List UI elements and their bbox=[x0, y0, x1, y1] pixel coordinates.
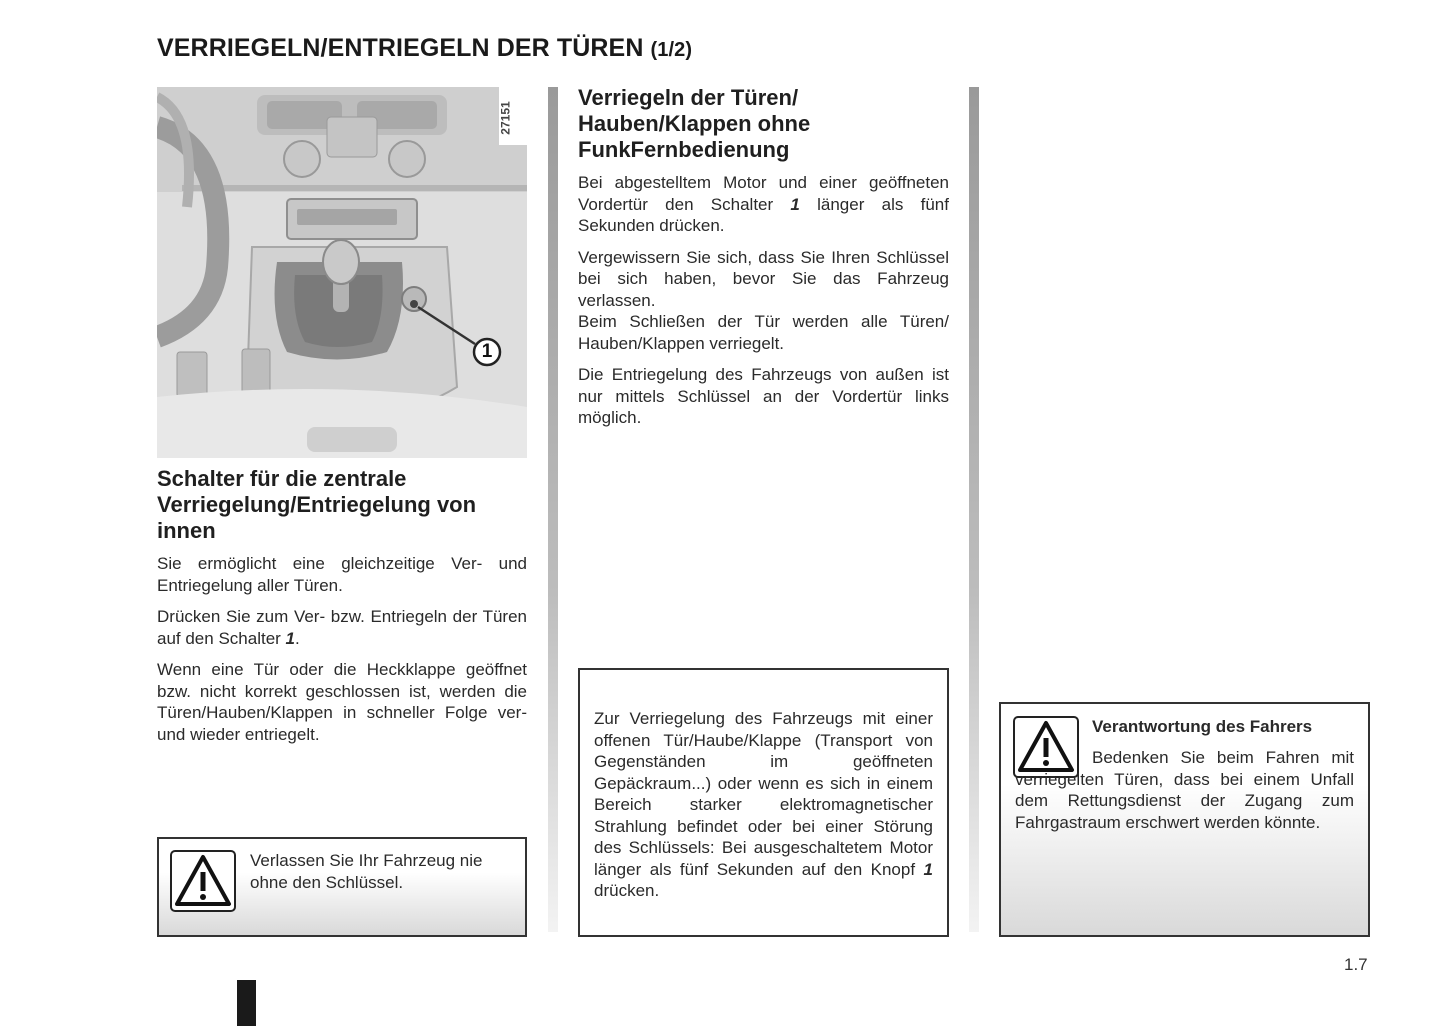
left-paragraph-1: Sie ermöglicht eine gleichzeitige Ver- und Entriegelung aller Türen. bbox=[157, 554, 527, 595]
middle-note-start: Zur Verriegelung des Fahrzeugs mit einer offenen Tür/Haube/Klappe (Transport von Gegenständen im geöffneten Gepäckraum...) oder wenn es sich in einem Bereich starker elektromagnetischer Strahlung befindet oder bei einer Störung des Schlüssels: Bei ausgeschaltetem Motor länger als fünf Sekunden auf den Knopf bbox=[594, 709, 933, 879]
middle-heading: Verriegeln der Türen/ Hauben/Klappen ohne FunkFernbedienung bbox=[578, 85, 811, 162]
page-title-part: (1/2) bbox=[650, 39, 693, 61]
left-body bbox=[157, 553, 527, 755]
middle-note-text bbox=[594, 708, 933, 902]
dashboard-illustration bbox=[157, 87, 527, 458]
column-divider-left bbox=[548, 87, 558, 932]
middle-note-ref: 1 bbox=[923, 859, 934, 879]
middle-paragraph-1-start: Bei abgestelltem Motor und einer geöffneten Vordertür den Schalter bbox=[578, 173, 949, 214]
left-paragraph-3: Wenn eine Tür oder die Heckklappe geöffnet bzw. nicht korrekt geschlossen ist, werden die Türen/Hauben/Klappen in schneller Folge ver- und wieder entriegelt. bbox=[157, 660, 527, 744]
middle-paragraph-3: Beim Schließen der Tür werden alle Türen/ Hauben/Klappen verriegelt. bbox=[578, 312, 949, 353]
left-paragraph-2: Drücken Sie zum Ver- bzw. Entriegeln der Türen auf den Schalter 1. bbox=[157, 607, 527, 648]
page-title-text: VERRIEGELN/ENTRIEGELN DER TÜREN bbox=[157, 34, 644, 62]
middle-switch-ref: 1 bbox=[790, 194, 800, 214]
left-paragraph-2-text: Drücken Sie zum Ver- bzw. Entriegeln der Türen auf den Schalter bbox=[157, 607, 527, 648]
right-warning-title bbox=[1092, 716, 1354, 738]
middle-paragraph-1-end: länger als fünf Sekunden drücken. bbox=[578, 194, 949, 235]
figure-ref-number: 27151 bbox=[498, 101, 513, 135]
middle-note-end: drücken. bbox=[594, 881, 660, 900]
left-heading: Schalter für die zentrale Verriegelung/Entriegelung von innen bbox=[157, 466, 477, 543]
right-warning-box bbox=[999, 702, 1370, 937]
warning-icon bbox=[170, 850, 236, 912]
middle-note-box bbox=[578, 668, 949, 937]
middle-body bbox=[578, 172, 949, 439]
left-warning-box bbox=[157, 837, 527, 937]
figure-callout: 1 bbox=[481, 341, 493, 362]
left-warning-text: Verlassen Sie Ihr Fahrzeug nie ohne den Schlüssel. bbox=[250, 851, 483, 892]
driver-responsibility-title: Verantwortung des Fahrers bbox=[1092, 717, 1313, 736]
middle-paragraph-1 bbox=[578, 172, 949, 237]
switch-ref: 1 bbox=[285, 628, 296, 648]
middle-paragraph-2: Vergewissern Sie sich, dass Sie Ihren Schlüssel bei sich haben, bevor Sie das Fahrzeug verlassen. bbox=[578, 247, 949, 310]
page-title bbox=[157, 34, 692, 63]
middle-paragraph-4: Die Entriegelung des Fahrzeugs von außen ist nur mittels Schlüssel an der Vordertür links möglich. bbox=[578, 365, 949, 427]
right-warning-text: Bedenken Sie beim Fahren mit verriegelten Türen, dass bei einem Unfall dem Rettungsdienst der Zugang zum Fahrgastraum erschwert werden könnte. bbox=[1015, 748, 1354, 832]
page-number: 1.7 bbox=[1344, 955, 1368, 974]
column-divider-right bbox=[969, 87, 979, 932]
chapter-tab-marker bbox=[237, 980, 256, 1026]
